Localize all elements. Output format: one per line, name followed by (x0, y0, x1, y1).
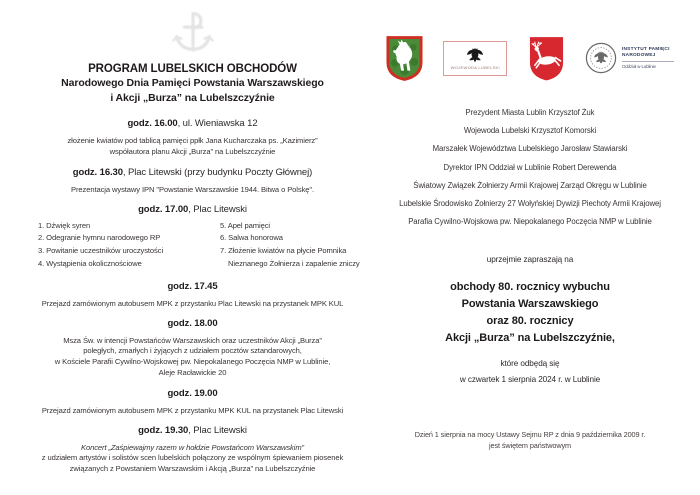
schedule-desc-1930: Koncert „Zaśpiewajmy razem w hołdzie Powstańcom Warszawskim” z udziałem artystów i solistów scen lubelskich połączony ze wspólnym śpiewaniem piosenek związanych z Powstaniem Warszawskim i Akcją „Burza” na Lubelszczyźnie (25, 443, 360, 475)
concert-title-italic: Koncert „Zaśpiewajmy razem w hołdzie Powstańcom Warszawskim” (80, 442, 304, 452)
program-subtitle-line-2: i Akcji „Burza” na Lubelszczyźnie (110, 92, 275, 104)
schedule-time-1900: godz. 19.00 (167, 388, 218, 400)
schedule-desc-1900: Przejazd zamówionym autobusem MPK z przystanku MPK KUL na przystanek Plac Litewski (41, 406, 344, 416)
program-subtitle-line-1: Narodowego Dnia Pamięci Powstania Warszawskiego (61, 77, 324, 89)
ipn-logo (585, 42, 674, 74)
host-line: Światowy Związek Żołnierzy Armii Krajowej Zarząd Okręgu w Lublinie (413, 180, 647, 190)
ipn-text (622, 47, 674, 69)
ipn-label-line-3: Oddział w Lublinie (621, 64, 656, 69)
legal-footnote (372, 429, 688, 451)
host-line: Wojewoda Lubelski Krzysztof Komorski (463, 126, 597, 136)
schedule-time-1745: godz. 17.45 (167, 281, 218, 293)
kotwica-watermark (25, 6, 360, 56)
schedule-time-1800: godz. 18.00 (167, 317, 218, 329)
host-line: Parafia Cywilno-Wojskowa pw. Niepokalanego Poczęcia NMP w Lublinie (408, 217, 652, 227)
agenda-item: 7. Złożenie kwiatów na płycie Pomnika (220, 245, 347, 255)
invite-line: uprzejmie zapraszają na (486, 255, 574, 265)
logo-row (372, 32, 688, 84)
schedule-time-1630: godz. 16.30, Plac Litewski (przy budynku Poczty Głównej) (72, 167, 313, 179)
herb-wojewodztwa-lubelskiego-icon (528, 35, 565, 82)
program-title: PROGRAM LUBELSKICH OBCHODÓW (88, 63, 297, 75)
eagle-icon (465, 47, 485, 64)
agenda-column-left (38, 220, 220, 270)
ipn-divider (622, 61, 674, 62)
footnote-line: jest świętem państwowym (488, 441, 572, 451)
schedule-time-1600: godz. 16.00, ul. Wieniawska 12 (127, 118, 258, 129)
host-line: Dyrektor IPN Oddział w Lublinie Robert Derewenda (443, 162, 617, 172)
agenda-item: 3. Powitanie uczestników uroczystości (38, 245, 164, 255)
agenda-item-continuation: Nieznanego Żołnierza i zapalenie zniczy (228, 258, 360, 268)
schedule-time-1700: godz. 17.00, Plac Litewski (138, 203, 247, 215)
program-page (25, 0, 360, 475)
event-title (372, 279, 688, 347)
schedule-time-1930: godz. 19.30, Plac Litewski (138, 424, 247, 436)
event-title-line: oraz 80. rocznicy (486, 315, 574, 328)
invitation-page (372, 0, 688, 451)
schedule-desc-1630: Prezentacja wystawy IPN "Powstanie Warszawskie 1944. Bitwa o Polskę". (71, 185, 314, 195)
host-line: Lubelskie Środowisko Żołnierzy 27 Wołyńskiej Dywizji Piechoty Armii Krajowej (399, 199, 661, 209)
event-date (372, 356, 688, 387)
host-line: Marszałek Województwa Lubelskiego Jarosław Stawiarski (432, 144, 628, 154)
event-date-line: które odbędą się (500, 359, 560, 369)
ceremony-agenda (25, 220, 360, 270)
host-line: Prezydent Miasta Lublin Krzysztof Żuk (465, 108, 595, 117)
agenda-item: 5. Apel pamięci (220, 220, 270, 230)
schedule-desc-1800: Msza Św. w intencji Powstańców Warszawskich oraz uczestników Akcji „Burza” poległych, zmarłych i żyjących z udziałem pocztów sztandarowych, w Kościele Parafii Cywilno-Wojskowej pw. Niepokalanego Poczęcia NMP w Lublinie, Aleje Racławickie 20 (54, 335, 331, 377)
event-date-line: w czwartek 1 sierpnia 2024 r. w Lublinie (459, 374, 601, 384)
agenda-column-right (220, 220, 360, 270)
wojewoda-label: WOJEWODA LUBELSKI (450, 64, 500, 70)
schedule-desc-1745: Przejazd zamówionym autobusem MPK z przystanku Plac Litewski na przystanek MPK KUL (41, 299, 344, 309)
kotwica-polska-walczaca-icon (162, 6, 224, 54)
event-title-line: Powstania Warszawskiego (461, 298, 599, 311)
footnote-line: Dzień 1 sierpnia na mocy Ustawy Sejmu RP z dnia 9 października 2009 r. (414, 430, 646, 440)
agenda-item: 6. Salwa honorowa (220, 233, 283, 243)
hosts-list (372, 104, 688, 231)
herb-miasta-lublin-icon (386, 35, 423, 81)
agenda-item: 2. Odegranie hymnu narodowego RP (38, 233, 161, 243)
ipn-label-line-2: NARODOWEJ (621, 53, 656, 58)
agenda-item: 4. Wystąpienia okolicznościowe (38, 258, 142, 268)
wojewoda-lubelski-logo (443, 41, 507, 76)
schedule-desc-1600: złożenie kwiatów pod tablicą pamięci ppłk Jana Kucharczaka ps. „Kazimierz” współautora planu Akcji „Burza” na Lubelszczyźnie (67, 136, 318, 156)
event-title-line: Akcji „Burza” na Lubelszczyźnie, (445, 332, 615, 345)
ipn-seal-icon (585, 42, 617, 74)
ipn-label-line-1: INSTYTUT PAMIĘCI (621, 47, 670, 52)
event-title-line: obchody 80. rocznicy wybuchu (450, 281, 610, 294)
agenda-item: 1. Dźwięk syren (38, 220, 91, 230)
